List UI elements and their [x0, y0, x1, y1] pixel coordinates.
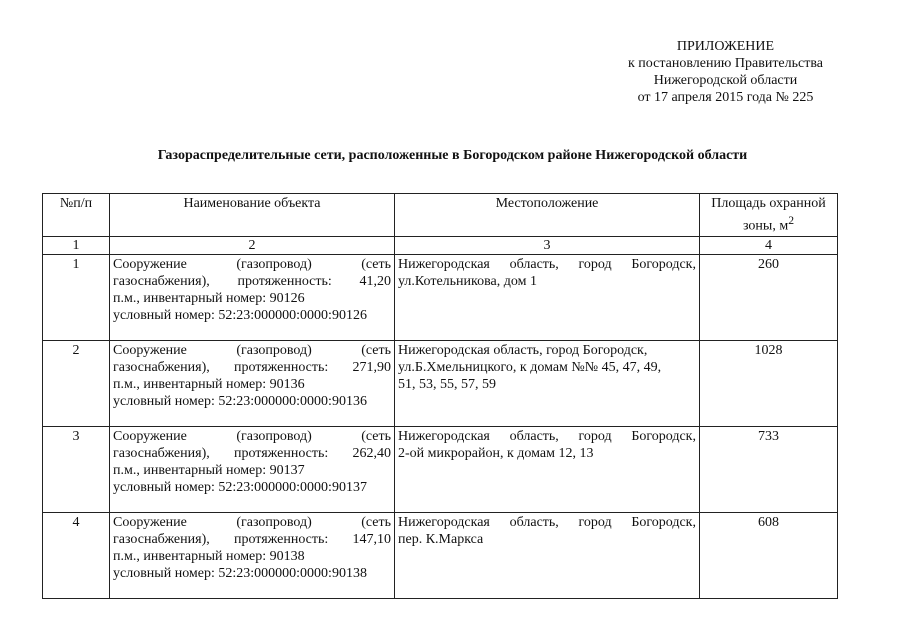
- name-line: Сооружение (газопровод) (сеть: [113, 256, 391, 272]
- row-location: [395, 426, 700, 512]
- name-line: п.м., инвентарный номер: 90136: [113, 376, 305, 392]
- header-name: Наименование объекта: [110, 194, 395, 237]
- location-line: 51, 53, 55, 57, 59: [398, 376, 496, 392]
- name-line: Сооружение (газопровод) (сеть: [113, 342, 391, 358]
- location-line: 2-ой микрорайон, к домам 12, 13: [398, 445, 594, 461]
- header-num: №п/п: [43, 194, 110, 237]
- table-row: [43, 254, 838, 340]
- row-num: 1: [43, 254, 110, 340]
- name-line: п.м., инвентарный номер: 90138: [113, 548, 305, 564]
- name-line: Сооружение (газопровод) (сеть: [113, 428, 391, 444]
- row-area: 260: [700, 254, 838, 340]
- header-region: Нижегородской области: [653, 73, 798, 88]
- column-numbers-row: [43, 236, 838, 254]
- header-area-sup: 2: [788, 214, 795, 227]
- table-header-row: [43, 194, 838, 237]
- col-number: 4: [700, 236, 838, 254]
- row-area: 733: [700, 426, 838, 512]
- row-name: [110, 426, 395, 512]
- name-line: п.м., инвентарный номер: 90126: [113, 290, 305, 306]
- document-title: Газораспределительные сети, расположенные в Богородском районе Нижегородской области: [157, 148, 748, 163]
- header-location: Местоположение: [395, 194, 700, 237]
- document-header: [628, 38, 823, 106]
- location-line: Нижегородская область, город Богородск,: [398, 428, 696, 444]
- row-location: [395, 512, 700, 598]
- name-line: условный номер: 52:23:000000:0000:90126: [113, 307, 367, 323]
- table-row: [43, 426, 838, 512]
- header-area: [700, 194, 838, 237]
- row-name: [110, 512, 395, 598]
- name-line: газоснабжения), протяженность: 41,20: [113, 273, 391, 289]
- location-line: ул.Б.Хмельницкого, к домам №№ 45, 47, 49,: [398, 359, 662, 375]
- row-name: [110, 254, 395, 340]
- row-location: [395, 254, 700, 340]
- table-row: [43, 340, 838, 426]
- row-area: 1028: [700, 340, 838, 426]
- name-line: газоснабжения), протяженность: 271,90: [113, 359, 391, 375]
- name-line: газоснабжения), протяженность: 262,40: [113, 445, 391, 461]
- name-line: условный номер: 52:23:000000:0000:90136: [113, 393, 367, 409]
- gas-networks-table: [42, 193, 838, 599]
- location-line: Нижегородская область, город Богородск,: [398, 256, 696, 272]
- location-line: пер. К.Маркса: [398, 531, 484, 547]
- location-line: ул.Котельникова, дом 1: [398, 273, 537, 289]
- location-line: Нижегородская область, город Богородск,: [398, 342, 648, 358]
- name-line: условный номер: 52:23:000000:0000:90138: [113, 565, 367, 581]
- col-number: 3: [395, 236, 700, 254]
- row-num: 3: [43, 426, 110, 512]
- table-row: [43, 512, 838, 598]
- row-num: 4: [43, 512, 110, 598]
- header-appendix: ПРИЛОЖЕНИЕ: [676, 39, 775, 54]
- row-num: 2: [43, 340, 110, 426]
- name-line: условный номер: 52:23:000000:0000:90137: [113, 479, 367, 495]
- row-location: [395, 340, 700, 426]
- name-line: п.м., инвентарный номер: 90137: [113, 462, 305, 478]
- col-number: 1: [43, 236, 110, 254]
- header-area-text: Площадь охранной зоны, м: [711, 196, 826, 234]
- row-name: [110, 340, 395, 426]
- row-area: 608: [700, 512, 838, 598]
- col-number: 2: [110, 236, 395, 254]
- header-date: от 17 апреля 2015 года № 225: [637, 90, 814, 105]
- location-line: Нижегородская область, город Богородск,: [398, 514, 696, 530]
- name-line: Сооружение (газопровод) (сеть: [113, 514, 391, 530]
- header-resolution: к постановлению Правительства: [627, 56, 823, 71]
- name-line: газоснабжения), протяженность: 147,10: [113, 531, 391, 547]
